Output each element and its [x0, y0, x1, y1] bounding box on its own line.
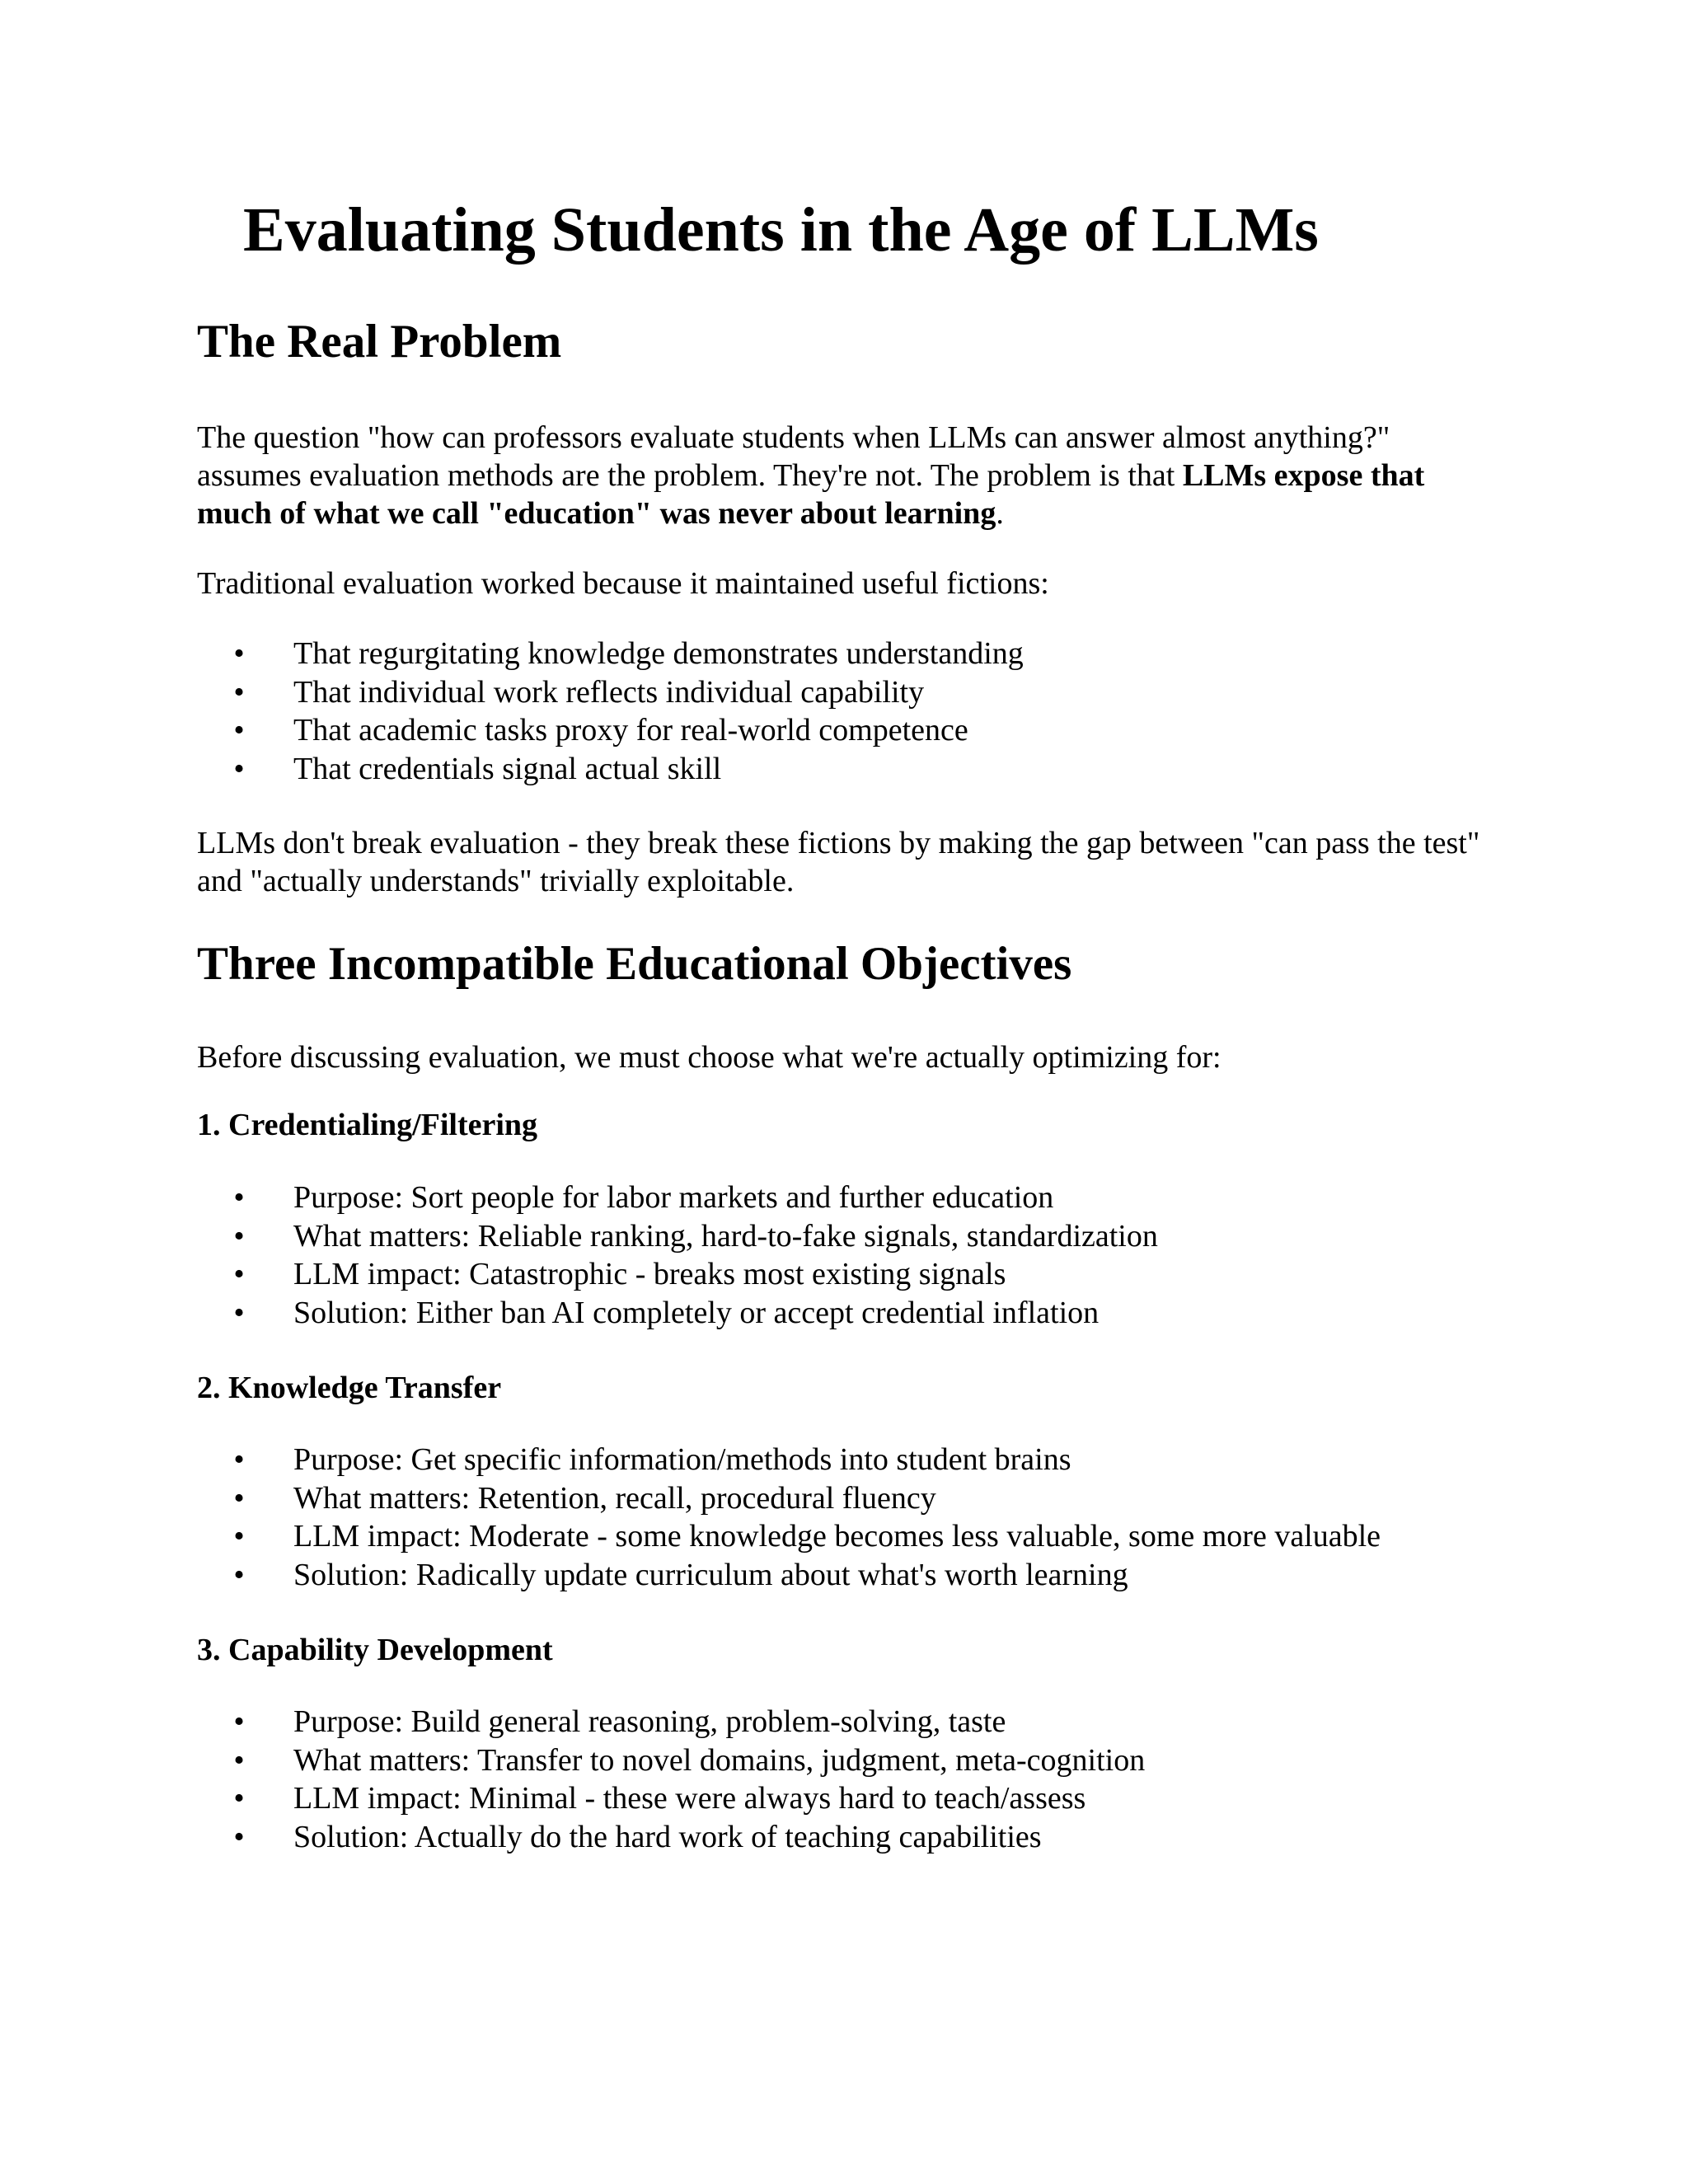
list-item: • What matters: Transfer to novel domains, judgment, meta-cognition	[197, 1741, 1145, 1780]
fictions-intro: Traditional evaluation worked because it maintained useful fictions:	[197, 566, 1049, 601]
bullet-icon: •	[233, 1819, 245, 1854]
real-problem-emphasis: LLMs expose that much of what we call "education" was never about learning	[197, 458, 1425, 531]
list-item: • What matters: Reliable ranking, hard-to-fake signals, standardization	[197, 1217, 1158, 1256]
list-item: • LLM impact: Minimal - these were always hard to teach/assess	[197, 1779, 1145, 1818]
bullet-icon: •	[233, 1257, 245, 1291]
bullet-icon: •	[233, 713, 245, 748]
real-problem-paragraph	[197, 419, 1491, 532]
objective-heading-credentialing: 1. Credentialing/Filtering	[197, 1108, 538, 1142]
bullet-icon: •	[233, 1557, 245, 1592]
bullet-icon: •	[233, 1704, 245, 1739]
list-item: • That academic tasks proxy for real-world competence	[197, 711, 1024, 750]
bullet-icon: •	[233, 1480, 245, 1516]
bullet-icon: •	[233, 1742, 245, 1778]
real-problem-text: The question "how can professors evaluate students when LLMs can answer almost anything?" assumes evaluation methods are the problem. They're not. The problem is that	[197, 420, 1390, 493]
bullet-icon: •	[233, 1218, 245, 1254]
list-item: • Purpose: Build general reasoning, problem-solving, taste	[197, 1703, 1145, 1741]
bullet-icon: •	[233, 751, 245, 786]
fictions-conclusion: LLMs don't break evaluation - they break these fictions by making the gap between "can pass the test" and "actually understands" trivially exploitable.	[197, 826, 1480, 898]
bullet-icon: •	[233, 1519, 245, 1554]
section-heading-real-problem: The Real Problem	[197, 316, 562, 368]
list-item: • LLM impact: Moderate - some knowledge becomes less valuable, some more valuable	[197, 1517, 1381, 1556]
knowledge-transfer-list	[197, 1441, 1381, 1594]
list-item: • That regurgitating knowledge demonstrates understanding	[197, 635, 1024, 673]
list-item: • Purpose: Sort people for labor markets and further education	[197, 1179, 1158, 1217]
bullet-icon: •	[233, 1180, 245, 1215]
list-item: • Purpose: Get specific information/methods into student brains	[197, 1441, 1381, 1479]
section-heading-objectives: Three Incompatible Educational Objectives	[197, 938, 1072, 990]
bullet-icon: •	[233, 674, 245, 710]
bullet-icon: •	[233, 1295, 245, 1330]
real-problem-period: .	[996, 496, 1004, 531]
objectives-intro: Before discussing evaluation, we must choose what we're actually optimizing for:	[197, 1040, 1221, 1075]
objective-heading-knowledge-transfer: 2. Knowledge Transfer	[197, 1371, 502, 1405]
list-item: • Solution: Actually do the hard work of teaching capabilities	[197, 1818, 1145, 1857]
list-item: • That credentials signal actual skill	[197, 750, 1024, 789]
bullet-icon: •	[233, 1781, 245, 1816]
list-item: • That individual work reflects individual capability	[197, 673, 1024, 712]
list-item: • Solution: Radically update curriculum about what's worth learning	[197, 1556, 1381, 1595]
bullet-icon: •	[233, 1442, 245, 1477]
capability-list	[197, 1703, 1145, 1856]
document-title: Evaluating Students in the Age of LLMs	[243, 195, 1319, 265]
list-item: • LLM impact: Catastrophic - breaks most existing signals	[197, 1255, 1158, 1294]
fictions-list	[197, 635, 1024, 788]
list-item: • Solution: Either ban AI completely or accept credential inflation	[197, 1294, 1158, 1333]
credentialing-list	[197, 1179, 1158, 1332]
bullet-icon: •	[233, 636, 245, 671]
list-item: • What matters: Retention, recall, procedural fluency	[197, 1479, 1381, 1518]
objective-heading-capability: 3. Capability Development	[197, 1633, 553, 1667]
